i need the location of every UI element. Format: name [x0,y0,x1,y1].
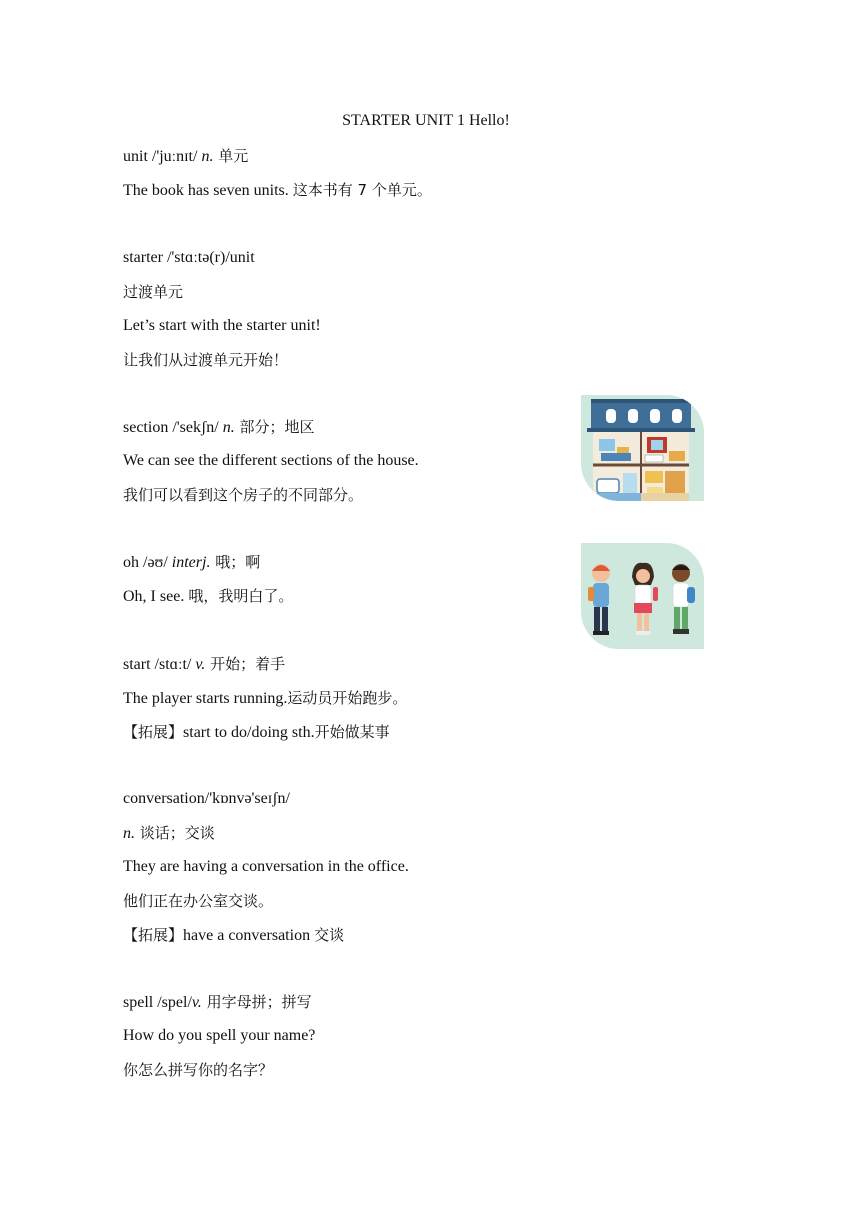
part-of-speech: n. [123,825,135,842]
page-title: STARTER UNIT 1 Hello! [342,112,510,129]
entry-starter-example-zh: 让我们从过渡单元开始！ [123,351,289,369]
entry-spell-example-zh: 你怎么拼写你的名字？ [123,1061,274,1079]
entry-conversation-example-zh: 他们正在办公室交谈。 [123,892,274,910]
meaning: 用字母拼；拼写 [201,993,312,1011]
entry-start-example [123,688,407,709]
extension-zh: 开始做某事 [314,723,390,741]
meaning: 开始；着手 [205,655,286,673]
kids-illustration [581,543,704,649]
meaning: 谈话；交谈 [135,824,215,842]
part-of-speech: n. [201,148,214,165]
example-en: The book has seven units. [123,182,293,199]
part-of-speech: v. [191,994,202,1011]
entry-start-head [123,654,285,675]
meaning: 单元 [213,147,249,165]
entry-conversation-head: conversation/'kɒnvə'seɪʃn/ [123,790,290,807]
entry-spell-head [123,992,312,1013]
meaning: 哦；啊 [210,553,261,571]
example-zh: 哦，我明白了。 [188,587,294,605]
entry-starter-example-en: Let’s start with the starter unit! [123,317,321,334]
example-en: Oh, I see. [123,588,189,605]
entry-conversation-meaning [123,823,215,844]
extension-en: have a conversation [183,927,315,944]
part-of-speech: n. [222,419,235,436]
example-en: The player starts running. [123,690,288,707]
headword: spell /spel/ [123,994,192,1011]
part-of-speech: v. [195,656,206,673]
extension-label: 【拓展】 [123,723,184,741]
entry-unit-head [123,146,248,167]
meaning: 部分；地区 [234,418,315,436]
extension-en: start to do/doing sth. [183,724,315,741]
extension-label: 【拓展】 [123,926,184,944]
entry-oh-example [123,586,293,607]
entry-conversation-extension [123,925,344,946]
headword: start /stɑːt/ [123,656,196,673]
entry-starter-head: starter /'stɑːtə(r)/unit [123,249,255,266]
entry-conversation-example-en: They are having a conversation in the office. [123,858,409,875]
part-of-speech: interj. [171,554,211,571]
example-zh: 这本书有 7 个单元。 [292,181,432,199]
entry-unit-example [123,180,432,201]
entry-start-extension [123,722,390,743]
headword: oh /əʊ/ [123,554,172,571]
headword: unit /'juːnɪt/ [123,148,202,165]
entry-section-example-zh: 我们可以看到这个房子的不同部分。 [123,486,364,504]
entry-section-head [123,417,315,438]
extension-zh: 交谈 [314,926,345,944]
headword: section /'sekʃn/ [123,419,223,436]
entry-oh-head [123,552,260,573]
entry-spell-example-en: How do you spell your name? [123,1027,316,1044]
entry-section-example-en: We can see the different sections of the house. [123,452,419,469]
example-zh: 运动员开始跑步。 [287,689,408,707]
entry-starter-meaning: 过渡单元 [123,283,184,301]
house-illustration [581,395,704,501]
